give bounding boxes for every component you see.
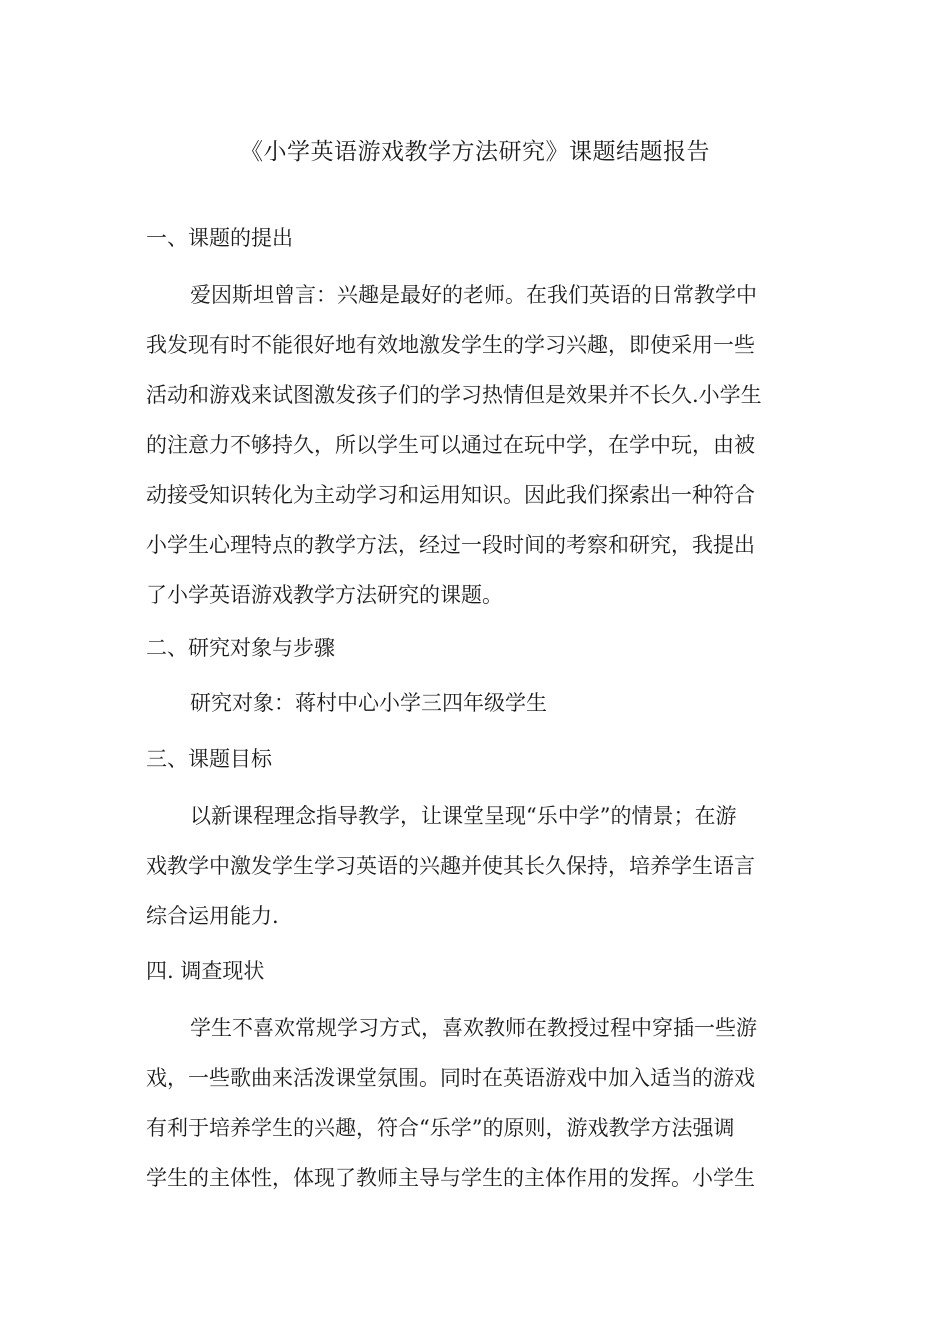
paragraph-line: 学生不喜欢常规学习方式，喜欢教师在教授过程中穿插一些游 [190, 1016, 757, 1040]
paragraph-line: 研究对象：蒋村中心小学三四年级学生 [190, 691, 547, 715]
section-heading-1: 一、课题的提出 [146, 226, 293, 250]
section-heading-3: 三、课题目标 [146, 747, 272, 771]
paragraph-line: 我发现有时不能很好地有效地激发学生的学习兴趣，即使采用一些 [146, 333, 755, 357]
paragraph-line: 的注意力不够持久，所以学生可以通过在玩中学，在学中玩，由被 [146, 433, 755, 457]
paragraph-line: 学生的主体性，体现了教师主导与学生的主体作用的发挥。小学生 [146, 1166, 755, 1190]
paragraph-line: 了小学英语游戏教学方法研究的课题。 [146, 583, 503, 607]
paragraph-line: 综合运用能力. [146, 904, 279, 928]
section-heading-4: 四. 调查现状 [146, 959, 265, 983]
paragraph-line: 活动和游戏来试图激发孩子们的学习热情但是效果并不长久.小学生 [146, 383, 762, 407]
paragraph-line: 小学生心理特点的教学方法，经过一段时间的考察和研究，我提出 [146, 533, 755, 557]
paragraph-line: 戏，一些歌曲来活泼课堂氛围。同时在英语游戏中加入适当的游戏 [146, 1066, 755, 1090]
paragraph-line: 爱因斯坦曾言：兴趣是最好的老师。在我们英语的日常教学中 [190, 283, 757, 307]
paragraph-line: 动接受知识转化为主动学习和运用知识。因此我们探索出一种符合 [146, 483, 755, 507]
section-heading-2: 二、研究对象与步骤 [146, 636, 335, 660]
document-title: 《小学英语游戏教学方法研究》课题结题报告 [240, 139, 710, 165]
paragraph-line: 有利于培养学生的兴趣，符合“乐学”的原则，游戏教学方法强调 [146, 1116, 735, 1140]
paragraph-line: 戏教学中激发学生学习英语的兴趣并使其长久保持，培养学生语言 [146, 854, 755, 878]
paragraph-line: 以新课程理念指导教学，让课堂呈现“乐中学”的情景；在游 [190, 804, 737, 828]
